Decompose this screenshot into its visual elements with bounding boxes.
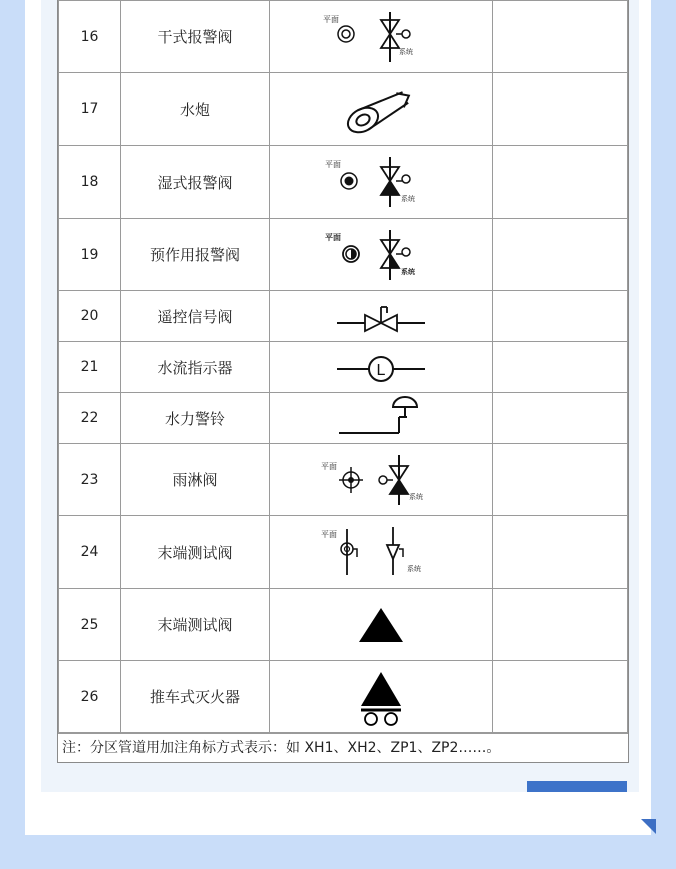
row-name: 末端测试阀 (121, 516, 270, 589)
row-number: 24 (59, 516, 121, 589)
row-name: 水流指示器 (121, 342, 270, 393)
row-number: 26 (59, 661, 121, 733)
table-row (59, 1, 628, 73)
table-row (59, 291, 628, 342)
row-name: 推车式灭火器 (121, 661, 270, 733)
system-label: 系统 (407, 565, 421, 573)
plan-label: 平面 (321, 530, 337, 539)
row-number: 18 (59, 146, 121, 219)
cart-extinguisher-icon (270, 661, 493, 733)
wet-alarm-valve-icon (270, 146, 493, 219)
row-number: 19 (59, 219, 121, 291)
table-row (59, 516, 628, 589)
row-name: 水力警铃 (121, 393, 270, 444)
flow-indicator-letter: L (376, 362, 386, 379)
row-name: 干式报警阀 (121, 1, 270, 73)
deluge-valve-icon (270, 444, 493, 516)
accent-bar (527, 781, 627, 792)
system-label: 系统 (401, 267, 415, 276)
table-row (59, 342, 628, 393)
table-row (59, 146, 628, 219)
row-number: 25 (59, 589, 121, 661)
row-number: 23 (59, 444, 121, 516)
plan-label: 平面 (325, 160, 341, 169)
row-name: 末端测试阀 (121, 589, 270, 661)
system-label: 系统 (401, 195, 415, 203)
plan-label: 平面 (321, 461, 337, 471)
row-number: 16 (59, 1, 121, 73)
table-row (59, 393, 628, 444)
water-flow-indicator-icon (270, 342, 493, 393)
table-row (59, 589, 628, 661)
row-name: 雨淋阀 (121, 444, 270, 516)
table-row (59, 219, 628, 291)
row-number: 21 (59, 342, 121, 393)
corner-decoration (641, 819, 656, 834)
row-name: 湿式报警阀 (121, 146, 270, 219)
end-test-valve-icon (270, 516, 493, 589)
symbol-table (58, 0, 628, 733)
row-number: 20 (59, 291, 121, 342)
row-number: 17 (59, 73, 121, 146)
table-row (59, 661, 628, 733)
plan-label: 平面 (325, 232, 341, 242)
dry-alarm-valve-icon (270, 1, 493, 73)
row-name: 遥控信号阀 (121, 291, 270, 342)
water-bell-icon (270, 393, 493, 444)
system-label: 系统 (409, 492, 423, 501)
solid-triangle-icon (270, 589, 493, 661)
row-name: 预作用报警阀 (121, 219, 270, 291)
preaction-alarm-valve-icon (270, 219, 493, 291)
water-cannon-icon (270, 73, 493, 146)
table-footnote: 注：分区管道用加注角标方式表示：如 XH1、XH2、ZP1、ZP2……。 (58, 733, 628, 762)
row-number: 22 (59, 393, 121, 444)
symbol-table-container (57, 0, 629, 763)
system-label: 系统 (399, 47, 413, 56)
row-name: 水炮 (121, 73, 270, 146)
plan-label: 平面 (323, 14, 339, 24)
table-row (59, 73, 628, 146)
remote-signal-valve-icon (270, 291, 493, 342)
table-row (59, 444, 628, 516)
